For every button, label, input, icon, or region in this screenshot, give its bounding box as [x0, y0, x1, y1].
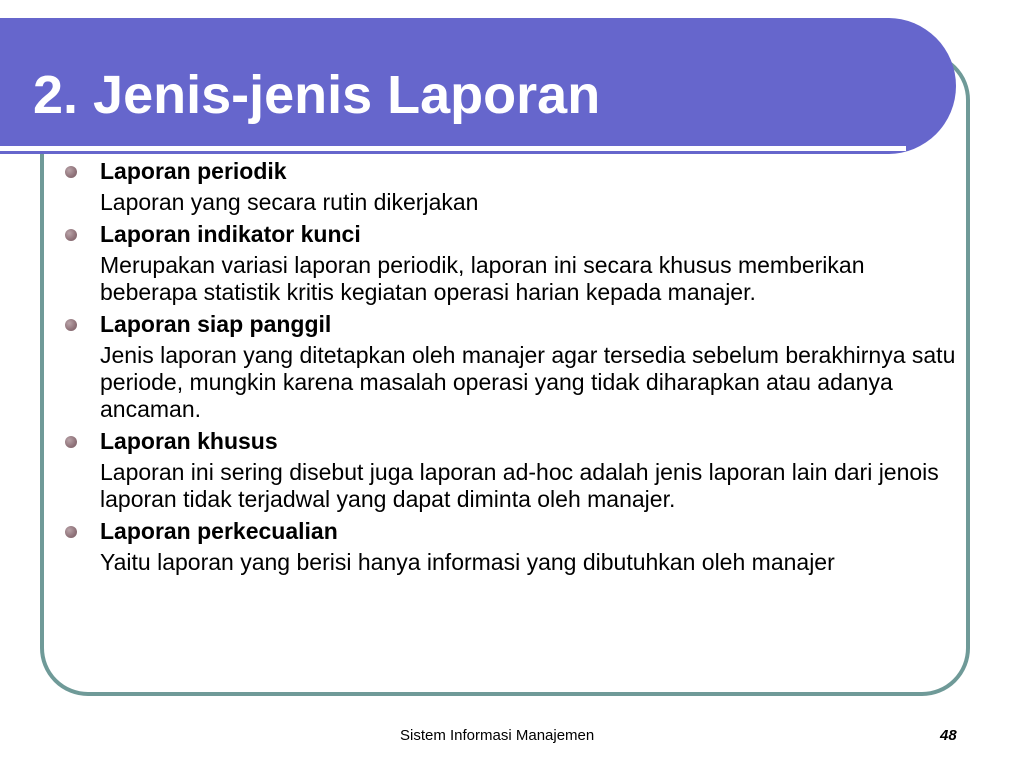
bullet-dot-icon [65, 166, 77, 178]
page-number: 48 [940, 727, 957, 744]
item-heading: Laporan perkecualian [100, 518, 338, 544]
item-description: Yaitu laporan yang berisi hanya informasi yang dibutuhkan oleh manajer [100, 549, 835, 575]
footer-course-name: Sistem Informasi Manajemen [400, 727, 595, 744]
item-description: Laporan ini sering disebut juga laporan ad-hoc adalah jenis laporan lain dari jenois laporan tidak terjadwal yang dapat diminta oleh manajer. [100, 459, 939, 512]
list-item [62, 156, 962, 216]
title-underline [0, 146, 906, 151]
list-item [62, 426, 962, 513]
list-item [62, 219, 962, 306]
item-description: Jenis laporan yang ditetapkan oleh manajer agar tersedia sebelum berakhirnya satu periode, mungkin karena masalah operasi yang tidak diharapkan atau adanya ancaman. [100, 342, 956, 422]
item-heading: Laporan indikator kunci [100, 221, 361, 247]
bullet-dot-icon [65, 436, 77, 448]
bullet-dot-icon [65, 526, 77, 538]
bullet-dot-icon [65, 229, 77, 241]
item-heading-row [62, 309, 962, 339]
item-heading-row [62, 156, 962, 186]
item-heading-row [62, 516, 962, 546]
bullet-dot-icon [65, 319, 77, 331]
item-heading-row [62, 219, 962, 249]
item-description: Laporan yang secara rutin dikerjakan [100, 189, 479, 215]
bullet-list [62, 156, 962, 579]
item-heading-row [62, 426, 962, 456]
list-item [62, 309, 962, 423]
slide-title: 2. Jenis-jenis Laporan [33, 65, 601, 125]
item-heading: Laporan periodik [100, 158, 287, 184]
item-heading: Laporan khusus [100, 428, 278, 454]
list-item [62, 516, 962, 576]
item-description: Merupakan variasi laporan periodik, laporan ini secara khusus memberikan beberapa statistik kritis kegiatan operasi harian kepada manajer. [100, 252, 865, 305]
title-bar [0, 18, 956, 154]
item-heading: Laporan siap panggil [100, 311, 332, 337]
